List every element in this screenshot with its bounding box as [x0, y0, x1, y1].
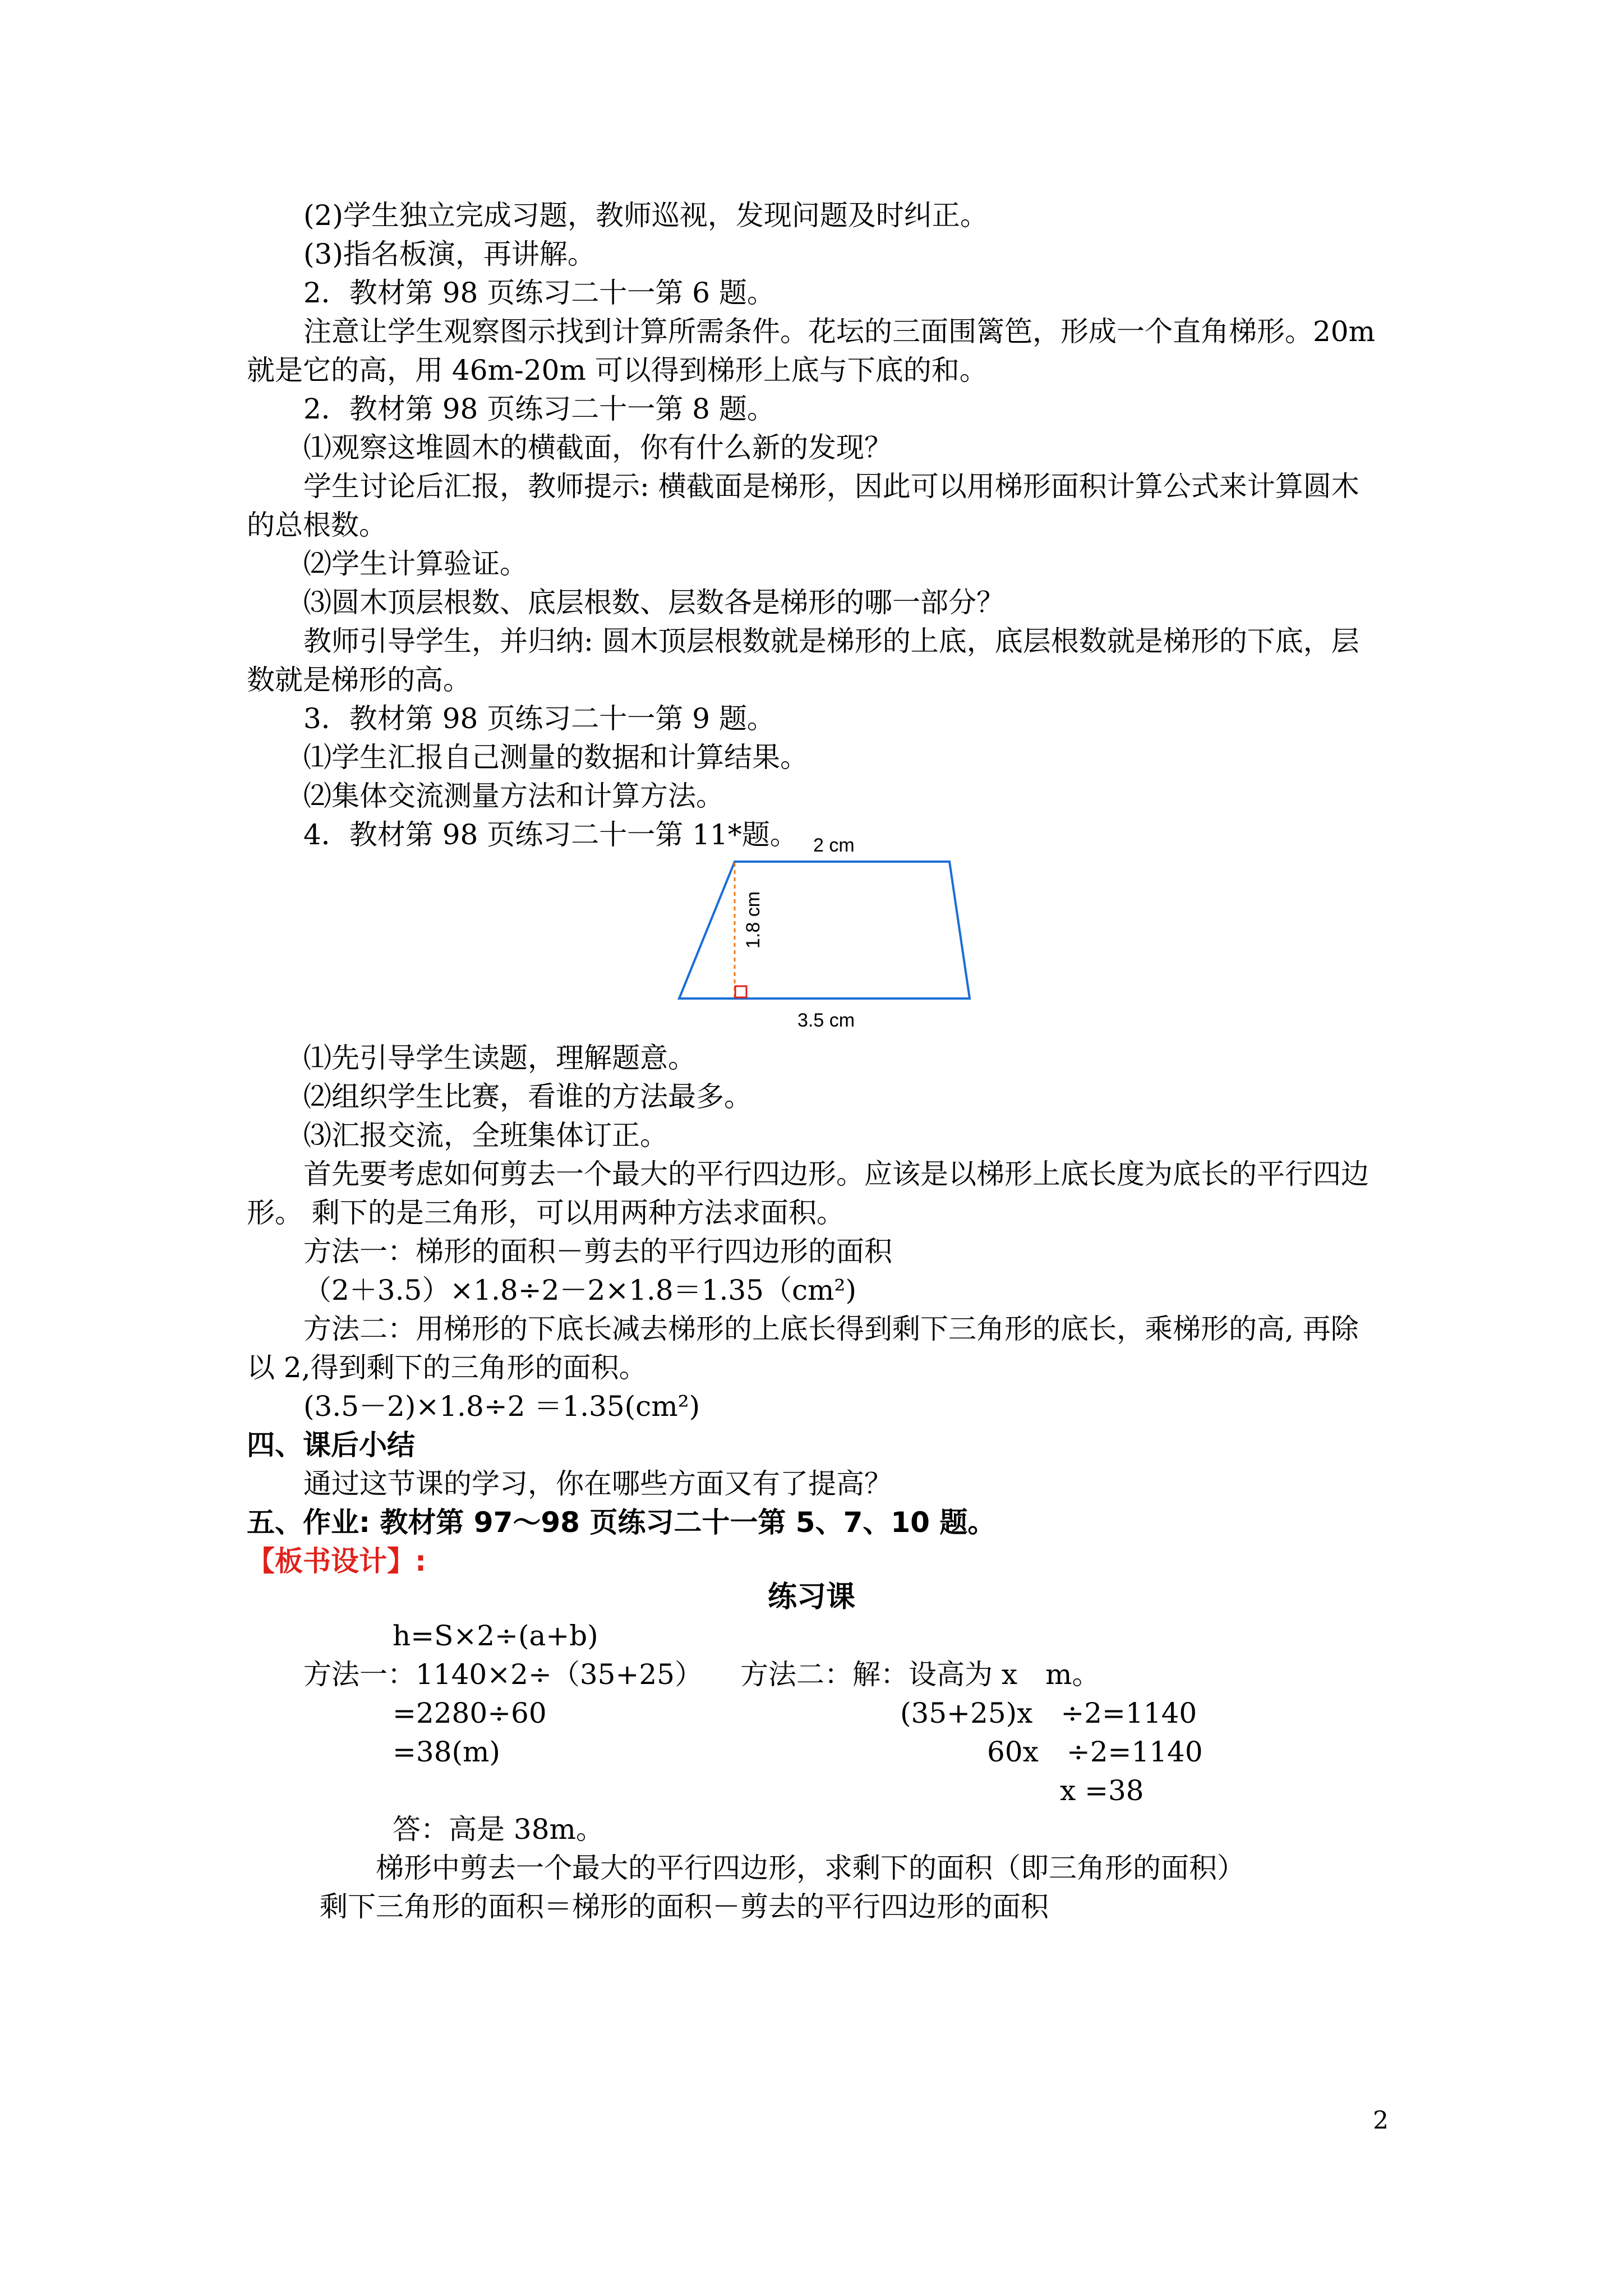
- text-line: 就是它的高，用 46m-20m 可以得到梯形上底与下底的和。: [247, 354, 988, 386]
- text-line: ⑴观察这堆圆木的横截面，你有什么新的发现？: [303, 431, 892, 464]
- text-line: 注意让学生观察图示找到计算所需条件。花坛的三面围篱笆，形成一个直角梯形。20m: [303, 315, 1376, 348]
- text-line: 首先要考虑如何剪去一个最大的平行四边形。应该是以梯形上底长度为底长的平行四边: [303, 1158, 1369, 1190]
- formula-line: =38(m): [393, 1736, 500, 1768]
- text-line: 通过这节课的学习，你在哪些方面又有了提高？: [303, 1467, 892, 1500]
- bottom-base-label: 3.5 cm: [797, 1010, 855, 1031]
- formula-line: (35+25)x ÷2=1140: [900, 1697, 1197, 1729]
- text-line: 方法二：用梯形的下底长减去梯形的上底长得到剩下三角形的底长，乘梯形的高, 再除: [303, 1313, 1359, 1345]
- text-line: 以 2,得到剩下的三角形的面积。: [247, 1351, 647, 1384]
- page-number: 2: [1373, 2106, 1389, 2135]
- text-line: ⑶汇报交流，全班集体订正。: [303, 1119, 668, 1152]
- text-line: (3)指名板演，再讲解。: [303, 238, 596, 270]
- text-line: 的总根数。: [247, 509, 387, 541]
- text-line: 2．教材第 98 页练习二十一第 8 题。: [303, 393, 775, 425]
- height-label: 1.8 cm: [743, 891, 764, 949]
- text-line: ⑶圆木顶层根数、底层根数、层数各是梯形的哪一部分？: [303, 586, 1004, 619]
- formula-line: x =38: [1060, 1774, 1144, 1807]
- section-heading: 五、作业: 教材第 97～98 页练习二十一第 5、7、10 题。: [247, 1506, 996, 1539]
- board-design-heading: 【板书设计】:: [247, 1545, 426, 1577]
- text-line: 方法一：梯形的面积－剪去的平行四边形的面积: [303, 1235, 892, 1268]
- answer-line: 答：高是 38m。: [393, 1813, 604, 1846]
- formula-line: 方法一：1140×2÷（35+25）: [303, 1658, 703, 1691]
- formula-line: =2280÷60: [393, 1697, 547, 1729]
- formula-line: 60x ÷2=1140: [987, 1736, 1203, 1768]
- text-line: ⑵组织学生比赛，看谁的方法最多。: [303, 1080, 752, 1113]
- trapezoid-shape: [679, 862, 970, 999]
- formula-line: h=S×2÷(a+b): [393, 1619, 598, 1652]
- text-line: 学生讨论后汇报，教师提示: 横截面是梯形，因此可以用梯形面积计算公式来计算圆木: [303, 470, 1359, 503]
- board-title: 练习课: [767, 1580, 855, 1614]
- text-line: ⑴先引导学生读题，理解题意。: [303, 1042, 696, 1074]
- text-line: 数就是梯形的高。: [247, 664, 471, 696]
- trapezoid-figure: [667, 830, 981, 1032]
- text-line: 梯形中剪去一个最大的平行四边形，求剩下的面积（即三角形的面积）: [376, 1852, 1245, 1884]
- section-heading: 四、课后小结: [247, 1429, 415, 1461]
- text-line: 3．教材第 98 页练习二十一第 9 题。: [303, 702, 775, 735]
- formula-line: 方法二：解：设高为 x m。: [740, 1658, 1100, 1691]
- text-line: 剩下三角形的面积＝梯形的面积－剪去的平行四边形的面积: [320, 1890, 1049, 1923]
- text-line: ⑵学生计算验证。: [303, 547, 528, 580]
- text-line: （2＋3.5）×1.8÷2－2×1.8＝1.35（cm²): [303, 1274, 856, 1306]
- text-line: (3.5－2)×1.8÷2 ＝1.35(cm²): [303, 1390, 700, 1423]
- text-line: ⑴学生汇报自己测量的数据和计算结果。: [303, 741, 808, 774]
- text-line: 教师引导学生，并归纳: 圆木顶层根数就是梯形的上底，底层根数就是梯形的下底，层: [303, 625, 1359, 657]
- right-angle-marker: [735, 986, 746, 997]
- text-line: ⑵集体交流测量方法和计算方法。: [303, 780, 724, 812]
- text-line: 2．教材第 98 页练习二十一第 6 题。: [303, 277, 775, 309]
- text-line: (2)学生独立完成习题，教师巡视，发现问题及时纠正。: [303, 199, 988, 232]
- top-base-label: 2 cm: [813, 835, 855, 856]
- text-line: 4．教材第 98 页练习二十一第 11*题。: [303, 818, 798, 851]
- text-line: 形。 剩下的是三角形，可以用两种方法求面积。: [247, 1197, 845, 1229]
